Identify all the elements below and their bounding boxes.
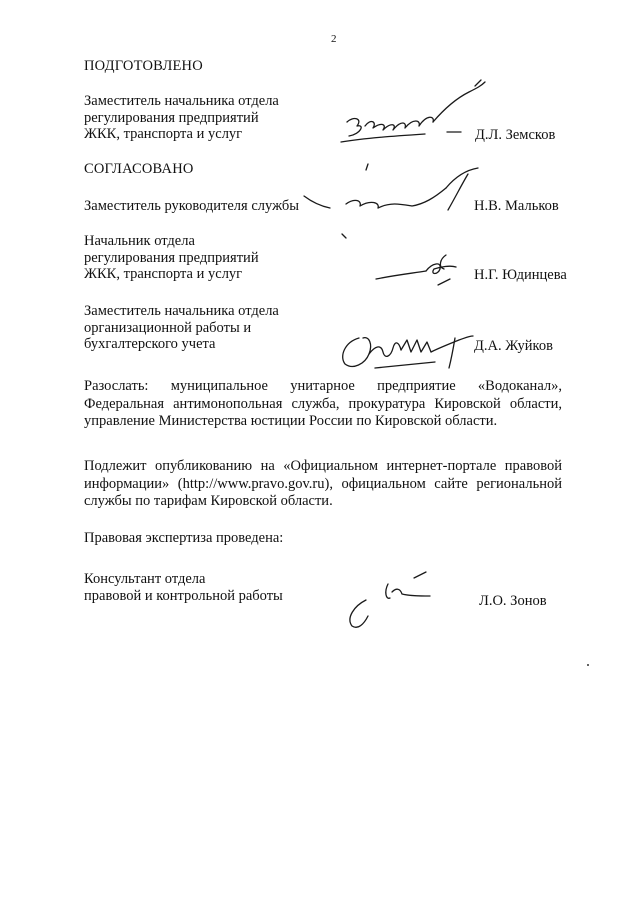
position-line: правовой и контрольной работы [84,587,283,604]
legal-review-statement: Правовая экспертиза проведена: [84,530,284,546]
position-line: ЖКК, транспорта и услуг [84,126,243,142]
position-line: бухгалтерского учета [84,336,216,352]
position-line: Заместитель начальника отдела [84,93,279,109]
scan-speck [587,664,589,666]
legal-review-signer-name: Л.О. Зонов [479,593,547,609]
position-line: регулирования предприятий [84,109,259,126]
position-line: ЖКК, транспорта и услуг [84,266,243,282]
position-line: организационной работы и [84,319,252,336]
prepared-signer-name: Д.Л. Земсков [475,127,556,143]
distribution-list: Разослать: муниципальное унитарное предприятие «Водоканал», Федеральная антимонопольная служба, прокуратура Кировской области, управление Министерства юстиции России по Кировской области. [84,378,562,429]
signature-yudintseva [370,245,470,295]
signature-zonov [330,566,440,636]
agreed-signer-1-name: Н.В. Мальков [474,198,559,214]
page-number: 2 [331,33,337,45]
position-line: Заместитель начальника отдела [84,303,279,319]
signature-zemskov [335,78,495,153]
position-line: регулирования предприятий [84,249,259,266]
agreed-signer-3-name: Д.А. Жуйков [474,338,553,354]
position-line: Начальник отдела [84,233,195,249]
prepared-position [84,93,279,143]
prepared-heading: ПОДГОТОВЛЕНО [84,58,203,74]
agreed-signer-3-position [84,303,279,353]
signature-malkov [300,162,480,242]
position-line: Консультант отдела [84,571,206,587]
agreed-signer-1-position [84,198,299,215]
position-line: Заместитель руководителя службы [84,198,300,214]
legal-review-position [84,571,283,604]
signature-zhuykov [335,326,480,376]
agreed-heading: СОГЛАСОВАНО [84,161,194,177]
agreed-signer-2-position [84,233,259,283]
agreed-signer-2-name: Н.Г. Юдинцева [474,267,567,283]
publication-notice: Подлежит опубликованию на «Официальном интернет-портале правовой информации» (http://www.pravo.gov.ru), официальном сайте региональной службы по тарифам Кировской области. [84,458,562,509]
